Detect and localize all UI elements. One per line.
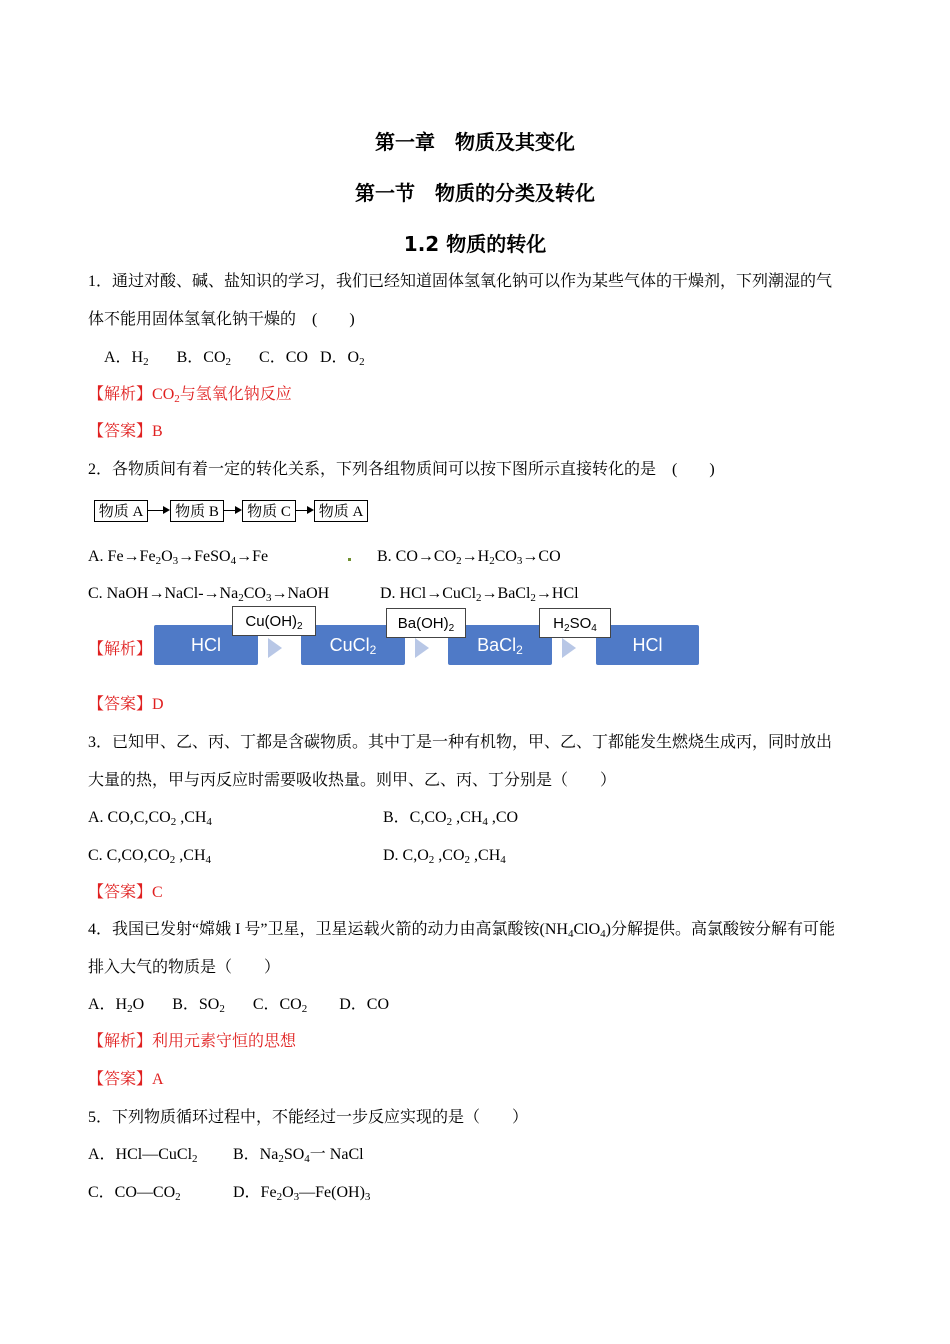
section-title: 第一节 物质的分类及转化 <box>355 181 595 205</box>
q5-option-b: B．$Na_2SO_4$一 NaCl <box>233 1146 364 1165</box>
diagram-chevron-1 <box>268 638 282 658</box>
diagram-node-hcl-start: HCl <box>154 625 258 665</box>
diagram-reagent-h2so4: $H_2SO_4$ <box>539 608 611 638</box>
diagram-reagent-cuoh2: $Cu(OH)_2$ <box>232 606 316 636</box>
q2-option-c: C. $NaOH\to NaCl-\to Na_2CO_3\to NaOH$ <box>88 585 330 604</box>
diagram-node-hcl-end: HCl <box>596 625 699 665</box>
q4-option-d: D．CO <box>339 996 390 1013</box>
q4-option-b: B．$SO_2$ <box>172 996 225 1015</box>
q3-option-d: D. $C,O_2$ $,CO_2$ $,CH_4$ <box>383 847 506 866</box>
q4-analysis: 【解析】利用元素守恒的思想 <box>88 1033 297 1050</box>
flow-box-3: 物质 C <box>242 500 296 522</box>
q5-option-c: C．$CO—CO_2$ <box>88 1184 181 1203</box>
diagram-reagent-baoh2: $Ba(OH)_2$ <box>386 608 466 638</box>
flow-box-1: 物质 A <box>94 500 148 522</box>
q3-stem-line2: 大量的热，甲与丙反应时需要吸收热量。则甲、乙、丙、丁分别是（ ） <box>88 772 617 789</box>
q2-option-b: B. $CO\to CO_2\to H_2CO_3\to CO$ <box>377 548 561 567</box>
q1-stem-line2: 体不能用固体氢氧化钠干燥的 ( ) <box>88 311 355 328</box>
q2-stem: 2．各物质间有着一定的转化关系，下列各组物质间可以按下图所示直接转化的是 ( ) <box>88 461 715 478</box>
q1-option-d: D．$O_2$ <box>319 349 365 368</box>
q1-option-a: A．$H_2$ <box>104 349 149 368</box>
q4-options <box>88 995 389 1015</box>
q5-option-d: D．$Fe_2O_3—Fe(OH)_3$ <box>233 1184 371 1203</box>
q2-analysis-label: 【解析】 <box>88 641 153 658</box>
q1-answer: 【答案】B <box>88 423 163 440</box>
diagram-node-bacl2: BaCl$_2$ <box>448 625 552 665</box>
q3-answer: 【答案】C <box>88 884 163 901</box>
q1-option-b: B．$CO_2$ <box>176 349 232 368</box>
q4-option-c: C．$CO_2$ <box>252 996 308 1015</box>
q1-stem-line1: 1．通过对酸、碱、盐知识的学习，我们已经知道固体氢氧化钠可以作为某些气体的干燥剂，下列潮湿的气 <box>88 273 833 290</box>
subsection-title: 1.2 物质的转化 <box>403 232 547 256</box>
flow-arrowhead-2 <box>235 506 242 514</box>
q4-option-a: A．$H_2O$ <box>88 996 145 1015</box>
q2-option-d: D. HCl→CuCl$_2$→BaCl$_2$→HCl <box>380 585 579 604</box>
stray-mark <box>348 558 351 561</box>
flow-arrowhead-3 <box>307 506 314 514</box>
diagram-chevron-2 <box>415 638 429 658</box>
flow-arrowhead-1 <box>163 506 170 514</box>
q2-option-a: A. $Fe\to Fe_2O_3\to FeSO_4\to Fe$ <box>88 548 269 567</box>
q1-option-c: C．CO <box>259 349 308 366</box>
flow-arrow-1 <box>148 510 164 511</box>
diagram-chevron-3 <box>562 638 576 658</box>
q3-option-b: B．$C,CO_2$ $,CH_4$ ,CO <box>383 809 519 828</box>
q5-option-a: A．HCl—CuCl$_2$ <box>88 1146 198 1165</box>
diagram-node-cucl2: CuCl$_2$ <box>301 625 405 665</box>
q1-analysis: 【解析】$CO_2$与氢氧化钠反应 <box>88 386 292 405</box>
q3-stem-line1: 3．已知甲、乙、丙、丁都是含碳物质。其中丁是一种有机物，甲、乙、丁都能发生燃烧生成丙，同时放出 <box>88 734 833 751</box>
flow-box-4: 物质 A <box>314 500 368 522</box>
q2-answer: 【答案】D <box>88 696 164 713</box>
q5-stem: 5．下列物质循环过程中，不能经过一步反应实现的是（ ） <box>88 1109 529 1126</box>
q4-stem-line1: 4．我国已发射“嫦娥 I 号”卫星，卫星运载火箭的动力由高氯酸铵$(NH_4ClO_4)$分解提供。高氯酸铵分解有可能 <box>88 921 835 940</box>
q4-stem-line2: 排入大气的物质是（ ） <box>88 959 281 976</box>
q1-options <box>104 348 365 368</box>
q4-answer: 【答案】A <box>88 1071 164 1088</box>
flow-box-2: 物质 B <box>170 500 224 522</box>
q3-option-c: C. $C,CO,CO_2$ $,CH_4$ <box>88 847 212 866</box>
chapter-title: 第一章 物质及其变化 <box>375 130 575 154</box>
q3-option-a: A. $CO,C,CO_2$ $,CH_4$ <box>88 809 212 828</box>
